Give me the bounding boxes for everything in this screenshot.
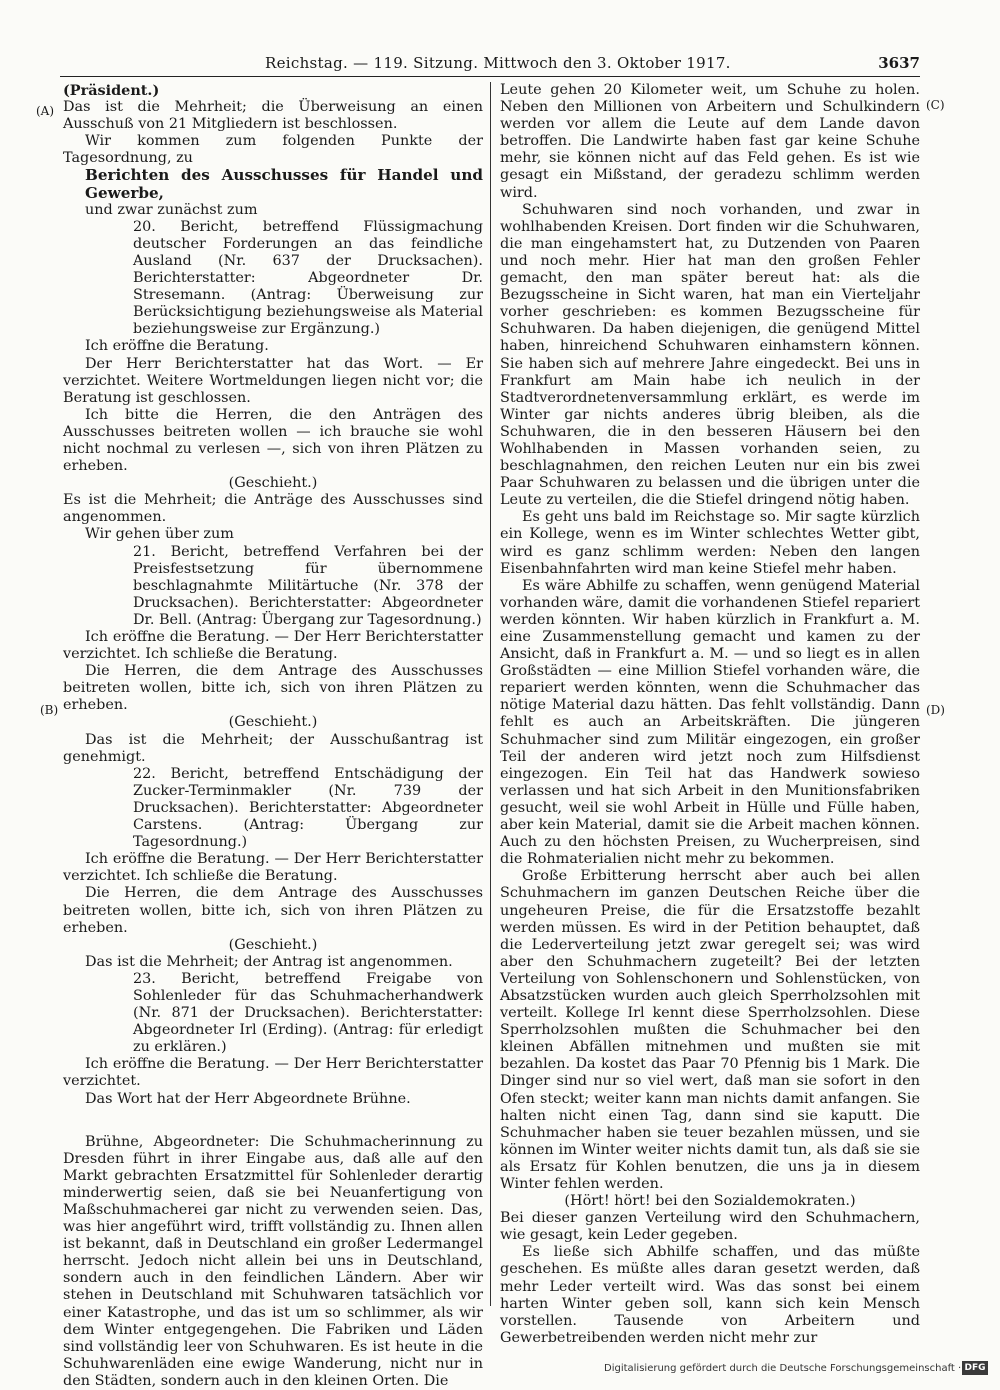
- report-item: 22. Bericht, betreffend Entschädigung der Zucker-Terminmakler (Nr. 739 der Drucksachen). Berichterstatter: Abgeordneter Carstens. (Antrag: Übergang zur Tagesordnung.): [133, 765, 483, 851]
- paragraph: Es ist die Mehrheit; die Anträge des Ausschusses sind angenommen.: [63, 492, 483, 526]
- paragraph: Ich eröffne die Beratung. — Der Herr Berichterstatter verzichtet.: [63, 1056, 483, 1090]
- stage-direction: (Geschieht.): [228, 936, 318, 953]
- paragraph: Ich eröffne die Beratung. — Der Herr Berichterstatter verzichtet. Ich schließe die Beratung.: [63, 629, 483, 663]
- running-title: Reichstag. — 119. Sitzung. Mittwoch den 3. Oktober 1917.: [265, 54, 731, 72]
- page-header: [60, 50, 920, 77]
- section-heading: Berichten des Ausschusses für Handel und Gewerbe,: [85, 166, 483, 202]
- paragraph: Die Herren, die dem Antrage des Ausschusses beitreten wollen, bitte ich, sich von ihren Plätzen zu erheben.: [63, 885, 483, 936]
- right-column: [500, 82, 920, 1347]
- paragraph: Der Herr Berichterstatter hat das Wort. — Er verzichtet. Weitere Wortmeldungen liegen nicht vor; die Beratung ist geschlossen.: [63, 355, 483, 406]
- paragraph: Es geht uns bald im Reichstage so. Mir sagte kürzlich ein Kollege, wenn es im Winter schlechtes Wetter gibt, wird es ganz schlimm werden: Neben den langen Eisenbahnfahrten wird man keine Stiefel mehr haben.: [500, 509, 920, 577]
- paragraph: Leute gehen 20 Kilometer weit, um Schuhe zu holen. Neben den Millionen von Arbeitern und Schulkindern werden vor allem die Leute auf dem Lande davon betroffen. Die Landwirte haben fast gar keine Schuhe mehr, sie können nicht auf das Feld gehen. Es ist wie gesagt ein Mißstand, der geradezu schlimm werden wird.: [500, 82, 920, 201]
- paragraph: Es wäre Abhilfe zu schaffen, wenn genügend Material vorhanden wäre, damit die vorhandenen Stiefel repariert werden könnten. Wir haben kürzlich in Frankfurt a. M. eine Zusammenstellung gemacht und kamen zu der Ansicht, daß in Frankfurt a. M. — und so liegt es in allen Großstädten — eine Million Stiefel vorhanden wäre, die repariert werden könnten, wenn die Schuhmacher das nötige Material dazu hätten. Das fehlt vollständig. Dann fehlt es auch an Arbeitskräften. Die jüngeren Schuhmacher sind zum Militär eingezogen, ein großer Teil der anderen wird jetzt noch zum Hilfsdienst eingezogen. Ein Teil hat das Handwerk sowieso verlassen und hat sich Arbeit in den Munitionsfabriken gesucht, weil sie wohl Arbeit in Hülle und Fülle haben, aber kein Material, damit sie die Arbeit machen können. Auch zu den höchsten Preisen, zu Wucherpreisen, sind die Rohmaterialien nicht mehr zu bekommen.: [500, 577, 920, 868]
- paragraph: Die Herren, die dem Antrage des Ausschusses beitreten wollen, bitte ich, sich von ihren Plätzen zu erheben.: [63, 663, 483, 714]
- margin-marker-d: (D): [926, 703, 945, 717]
- paragraph: Wir gehen über zum: [85, 526, 234, 543]
- margin-marker-c: (C): [926, 98, 945, 112]
- paragraph: Das ist die Mehrheit; der Antrag ist angenommen.: [85, 953, 453, 970]
- stage-direction: (Geschieht.): [228, 714, 318, 731]
- speech-paragraph: Brühne, Abgeordneter: Die Schuhmacherinnung zu Dresden führt in ihrer Eingabe aus, daß alle auf den Markt gebrachten Ersatzmittel für Sohlenleder derartig minderwertig seien, daß sie bei Neuanfertigung von Maßschuhmacherei gar nicht zu verwenden seien. Das, was hier angeführt wird, trifft vollständig zu. Ihnen allen ist bekannt, daß in Deutschland ein großer Ledermangel herrscht. Jedoch nicht allein bei uns in Deutschland, sondern auch in den feindlichen Ländern. Aber wir stehen in Deutschland mit Schuhwaren tatsächlich vor einer Katastrophe, und das ist um so schlimmer, als wir dem Winter entgegengehen. Die Fabriken und Läden sind vollständig leer von Schuhwaren. Es ist heute in die Schuhwarenläden eine ewige Wanderung, nicht nur in den Städten, sondern auch in den kleinen Orten. Die: [63, 1133, 483, 1389]
- paragraph: Das ist die Mehrheit; die Überweisung an einen Ausschuß von 21 Mitgliedern ist beschlossen.: [63, 99, 483, 133]
- margin-marker-b: (B): [40, 703, 59, 717]
- stage-direction: (Geschieht.): [228, 475, 318, 492]
- paragraph: Schuhwaren sind noch vorhanden, und zwar in wohlhabenden Kreisen. Dort finden wir die Schuhwaren, die man eingehamstert hat, zu Dutzenden von Paaren und noch mehr. Hier hat man den großen Fehler gemacht, den man später bereut hat: als die Bezugsscheine in Sicht waren, hat man ein Vierteljahr vorher geschrieben: es kommen Bezugsscheine für Schuhwaren. Da haben diejenigen, die genügend Mittel haben, hinreichend Schuhwaren einhamstern können. Sie haben sich auf mehrere Jahre eingedeckt. Bei uns in Frankfurt am Main habe ich neulich in der Stadtverordnetenversammlung erklärt, es werde im Winter gar nichts anderes übrig bleiben, als die Schuhwaren, die in den besseren Häusern bei den Wohlhabenden in Massen vorhanden seien, zu beschlagnahmen, den reichen Leuten nur ein bis zwei Paar Schuhwaren zu belassen und die übrigen unter die Leute zu verteilen, die die Stiefel dringend nötig haben.: [500, 201, 920, 509]
- report-item: 23. Bericht, betreffend Freigabe von Sohlenleder für das Schuhmacherhandwerk (Nr. 871 der Drucksachen). Berichterstatter: Abgeordneter Irl (Erding). (Antrag: für erledigt zu erklären.): [133, 970, 483, 1056]
- paragraph: Ich eröffne die Beratung.: [85, 338, 269, 355]
- paragraph: Große Erbitterung herrscht aber auch bei allen Schuhmachern im ganzen Deutschen Reiche über die ungeheuren Preise, die für die Ersatzstoffe bezahlt werden müssen. Es wird in der Petition behauptet, daß die Lederverteilung jetzt zwar geregelt sei; was wird aber den Schuhmachern zugeteilt? Bei der letzten Verteilung von Sohlenschonern und Sohlenstücken, von Absatzstücken wurden auch gleich Sperrholzsohlen mit verteilt. Kollege Irl kennt diese Sperrholzsohlen. Diese Sperrholzsohlen mußten die Schuhmacher bei den kleinen Abfällen mitnehmen und mußten sie mit bezahlen. Da kostet das Paar 70 Pfennig bis 1 Mark. Die Dinger sind nur so viel wert, daß man sie sofort in den Ofen steckt; weiter kann man nichts damit anfangen. Sie halten nicht einen Tag, dann sind sie kaputt. Die Schuhmacher haben sie teuer bezahlen müssen, und sie können im Winter weiter nichts damit tun, als daß sie sie als Ersatz für Kohlen benutzen, die uns ja in diesem Winter fehlen werden.: [500, 868, 920, 1192]
- footer-credit: Digitalisierung gefördert durch die Deutsche Forschungsgemeinschaft ·: [604, 1363, 962, 1374]
- paragraph: Es ließe sich Abhilfe schaffen, und das müßte geschehen. Es müßte alles daran gesetzt werden, daß mehr Leder verteilt wird. Was das sonst bei einem harten Winter geben soll, kann sich kein Mensch vorstellen. Tausende von Arbeitern und Gewerbetreibenden werden nicht mehr zur: [500, 1244, 920, 1346]
- paragraph: Wir kommen zum folgenden Punkte der Tagesordnung, zu: [63, 133, 483, 167]
- dfg-logo: DFG: [962, 1361, 988, 1375]
- paragraph: und zwar zunächst zum: [85, 201, 258, 218]
- report-item: 21. Bericht, betreffend Verfahren bei der Preisfestsetzung für übernommene beschlagnahmte Militärtuche (Nr. 378 der Drucksachen). Berichterstatter: Abgeordneter Dr. Bell. (Antrag: Übergang zur Tagesordnung.): [133, 543, 483, 628]
- paragraph: Bei dieser ganzen Verteilung wird den Schuhmachern, wie gesagt, kein Leder gegeben.: [500, 1210, 920, 1244]
- paragraph: Ich eröffne die Beratung. — Der Herr Berichterstatter verzichtet. Ich schließe die Beratung.: [63, 851, 483, 885]
- report-item: 20. Bericht, betreffend Flüssigmachung deutscher Forderungen an das feindliche Ausland (Nr. 637 der Drucksachen). Berichterstatter: Abgeordneter Dr. Stresemann. (Antrag: Überweisung zur Berücksichtigung beziehungsweise als Material beziehungsweise zur Ergänzung.): [133, 218, 483, 338]
- margin-marker-a: (A): [36, 104, 55, 118]
- column-divider: [490, 82, 491, 1306]
- speaker-label: (Präsident.): [63, 82, 160, 99]
- paragraph: Das ist die Mehrheit; der Ausschußantrag ist genehmigt.: [63, 731, 483, 765]
- left-column: [63, 82, 483, 1390]
- spacer: [63, 1108, 483, 1134]
- paragraph: Das Wort hat der Herr Abgeordnete Brühne.: [85, 1090, 411, 1107]
- page-number: 3637: [878, 54, 920, 72]
- interjection: (Hört! hört! bei den Sozialdemokraten.): [564, 1193, 856, 1210]
- paragraph: Ich bitte die Herren, die den Anträgen des Ausschusses beitreten wollen — ich brauche sie wohl nicht nochmal zu verlesen —, sich von ihren Plätzen zu erheben.: [63, 406, 483, 475]
